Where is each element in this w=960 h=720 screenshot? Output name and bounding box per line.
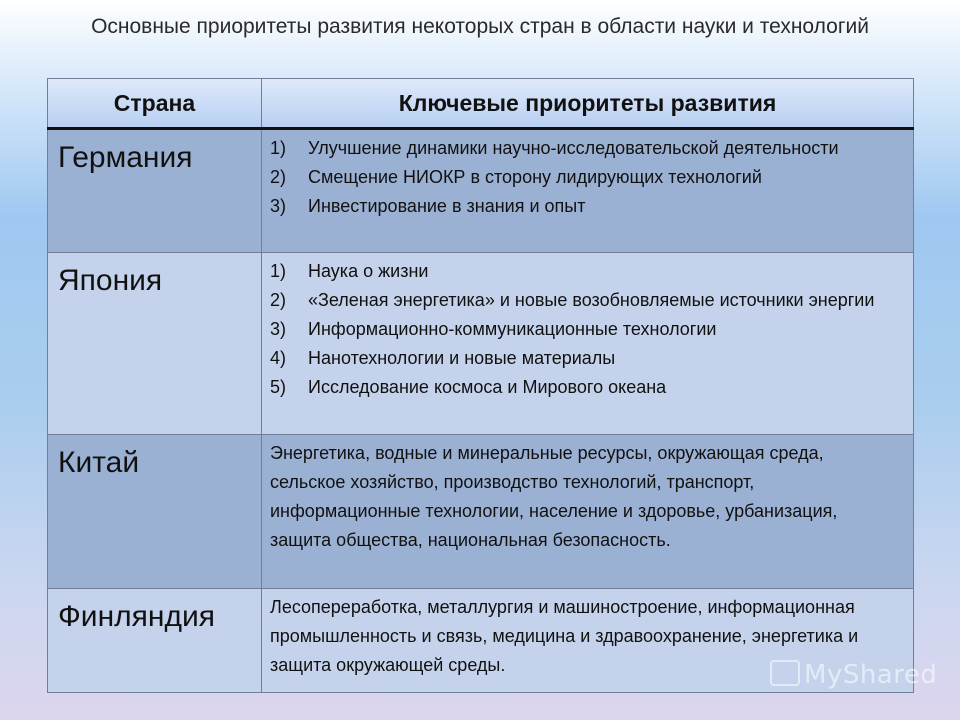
item-text: Инвестирование в знания и опыт	[308, 196, 586, 216]
item-number: 2)	[270, 290, 287, 310]
item-text: Улучшение динамики научно-исследовательской деятельности	[308, 138, 839, 158]
priorities-list	[270, 257, 903, 402]
table-row-china	[48, 435, 914, 589]
priorities-list	[270, 134, 903, 221]
header-country: Страна	[48, 79, 262, 129]
item-number: 4)	[270, 348, 287, 368]
presentation-icon	[770, 660, 800, 686]
table-row-germany	[48, 129, 914, 253]
item-number: 2)	[270, 167, 287, 187]
item-number: 5)	[270, 377, 287, 397]
item-number: 1)	[270, 261, 287, 281]
table-row-japan	[48, 253, 914, 435]
watermark-logo	[770, 660, 937, 690]
country-cell: Германия	[48, 129, 262, 253]
list-item	[270, 286, 903, 315]
item-text: Нанотехнологии и новые материалы	[308, 348, 616, 368]
list-item	[270, 163, 903, 192]
item-text: «Зеленая энергетика» и новые возобновляемые источники энергии	[308, 290, 875, 310]
list-item	[270, 315, 903, 344]
watermark-text: MyShared	[804, 660, 938, 690]
country-cell: Китай	[48, 435, 262, 589]
item-text: Наука о жизни	[308, 261, 429, 281]
list-item	[270, 257, 903, 286]
item-text: Смещение НИОКР в сторону лидирующих технологий	[308, 167, 762, 187]
header-priorities: Ключевые приоритеты развития	[262, 79, 914, 129]
item-number: 3)	[270, 319, 287, 339]
priorities-table	[47, 78, 914, 693]
list-item	[270, 344, 903, 373]
item-number: 3)	[270, 196, 287, 216]
priorities-cell: Лесопереработка, металлургия и машиностроение, информационная промышленность и связь, медицина и здравоохранение, энергетика и защита окружающей среды.	[262, 589, 914, 693]
priorities-table-container	[47, 78, 913, 693]
list-item	[270, 134, 903, 163]
item-number: 1)	[270, 138, 287, 158]
slide-title: Основные приоритеты развития некоторых стран в области науки и технологий	[91, 15, 869, 38]
list-item	[270, 192, 903, 221]
country-cell: Финляндия	[48, 589, 262, 693]
country-cell: Япония	[48, 253, 262, 435]
priorities-cell	[262, 253, 914, 435]
table-header-row	[48, 79, 914, 129]
priorities-cell: Энергетика, водные и минеральные ресурсы, окружающая среда, сельское хозяйство, производство технологий, транспорт, информационные технологии, население и здоровье, урбанизация, защита общества, национальная безопасность.	[262, 435, 914, 589]
item-text: Исследование космоса и Мирового океана	[308, 377, 667, 397]
priorities-cell	[262, 129, 914, 253]
list-item	[270, 373, 903, 402]
item-text: Информационно-коммуникационные технологии	[308, 319, 717, 339]
